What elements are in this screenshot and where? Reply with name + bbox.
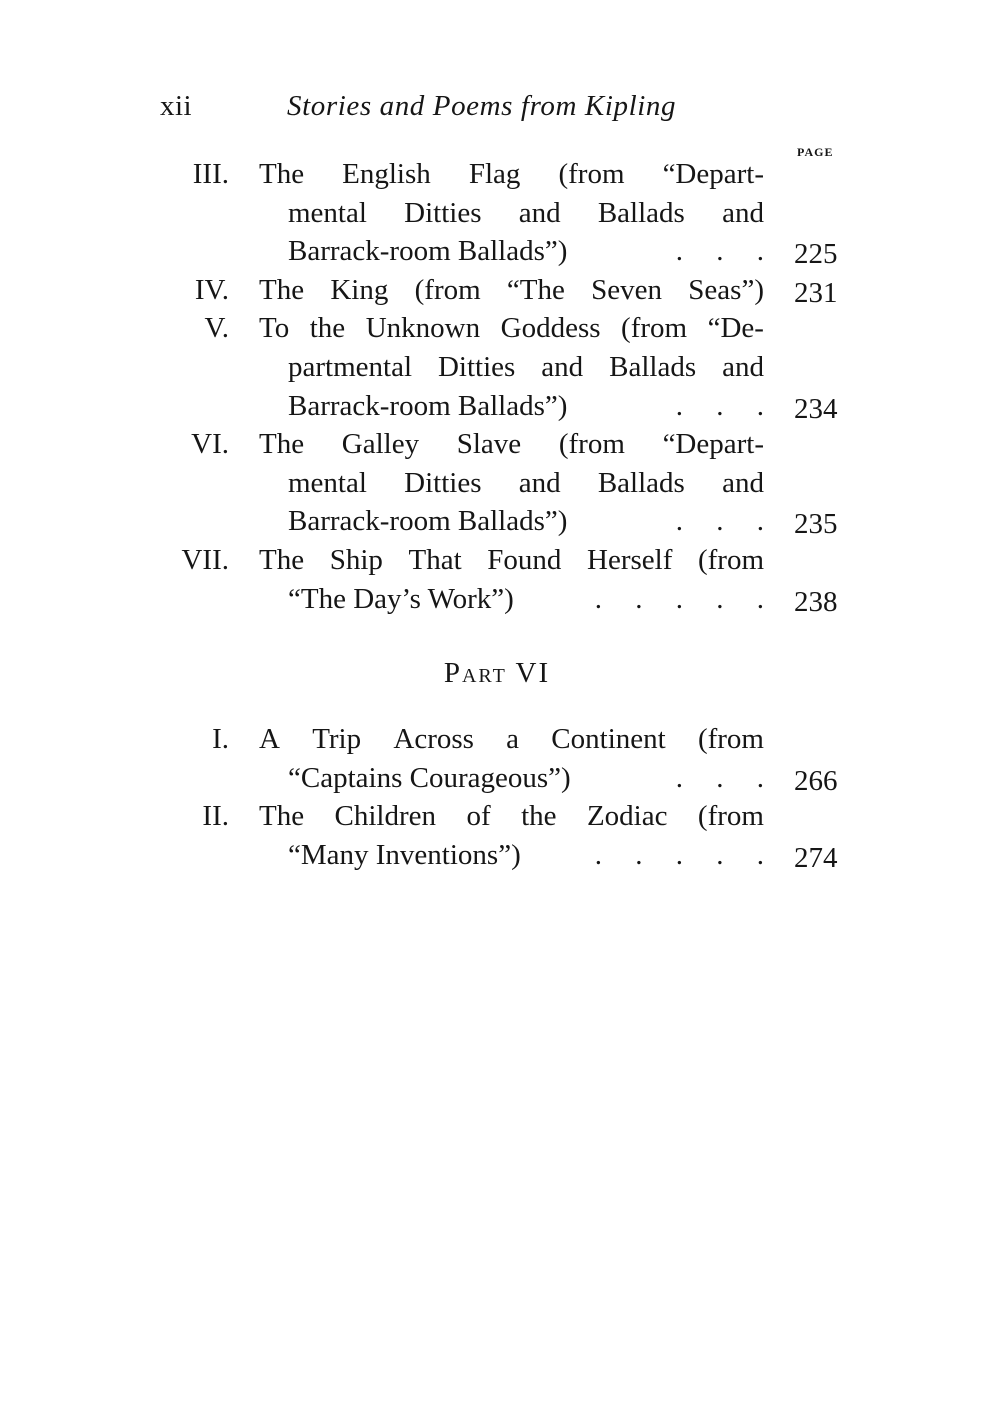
entry-last-line xyxy=(288,580,777,619)
entry-word: “De- xyxy=(707,312,764,345)
entry-word: Ballads xyxy=(597,466,685,499)
entry-first-line xyxy=(259,155,764,194)
entry-page-number: 266 xyxy=(794,764,838,797)
entry-word: a xyxy=(506,723,520,755)
page-column-label: PAGE xyxy=(797,145,834,159)
entry-last-line xyxy=(288,836,777,875)
entry-last-line xyxy=(288,502,777,541)
entry-word: (from xyxy=(621,312,688,345)
entry-numeral: V. xyxy=(204,312,229,345)
entry-last-text: “Captains Courageous”) xyxy=(288,761,571,794)
entry-page-number: 274 xyxy=(794,841,838,874)
dot-leader: . . . xyxy=(675,235,777,268)
entry-word: and xyxy=(722,350,764,383)
part-heading-numeral: VI xyxy=(515,657,551,689)
entry-word: Ballads xyxy=(609,350,697,383)
entry-first-line xyxy=(259,425,764,464)
entry-word: The xyxy=(259,273,305,306)
entry-word: The xyxy=(259,158,305,190)
dot-leader: . . . xyxy=(675,761,777,794)
book-title: Stories and Poems from Kipling xyxy=(287,90,677,122)
entry-word: the xyxy=(521,800,557,833)
entry-word: (from xyxy=(558,428,625,461)
entry-page-number: 225 xyxy=(794,238,838,271)
entry-last-line xyxy=(288,387,777,426)
entry-word: (from xyxy=(697,800,764,833)
entry-word: Flag xyxy=(468,158,521,190)
entry-word: and xyxy=(722,466,764,499)
entry-continuation-line xyxy=(288,348,764,387)
entry-word: The xyxy=(259,428,305,461)
entry-word: (from xyxy=(558,158,625,190)
entry-word: and xyxy=(541,350,584,383)
entry-continuation-line xyxy=(288,464,764,503)
entry-last-text: Barrack-room Ballads”) xyxy=(288,505,568,538)
entry-page-number: 231 xyxy=(794,276,838,309)
part-heading-word: Part xyxy=(443,657,507,689)
entry-last-line xyxy=(288,232,777,271)
entry-numeral: II. xyxy=(202,800,229,833)
entry-page-number: 234 xyxy=(794,392,838,425)
entry-word: Ditties xyxy=(437,350,516,383)
entry-word: King xyxy=(330,273,389,306)
entry-last-line xyxy=(288,759,777,798)
entry-word: Galley xyxy=(341,428,420,461)
entry-numeral: VII. xyxy=(181,544,229,576)
entry-word: Goddess xyxy=(500,312,601,345)
entry-numeral: III. xyxy=(192,158,229,190)
entry-word: Ditties xyxy=(404,466,482,499)
entry-word: “Depart- xyxy=(662,428,764,461)
entry-word: A xyxy=(259,723,280,755)
entry-page-number: 238 xyxy=(794,585,838,618)
entry-first-line xyxy=(259,271,764,310)
entry-word: (from xyxy=(697,723,764,755)
entry-word: Children xyxy=(334,800,437,833)
entry-page-number: 235 xyxy=(794,508,838,541)
entry-word: the xyxy=(309,312,346,345)
dot-leader: . . . xyxy=(675,505,777,538)
entry-word: “The xyxy=(506,273,565,306)
entry-word: Ditties xyxy=(404,196,482,229)
entry-word: Ship xyxy=(329,544,383,576)
entry-word: Zodiac xyxy=(586,800,668,833)
entry-word: Seven xyxy=(591,273,663,306)
entry-last-text: Barrack-room Ballads”) xyxy=(288,235,568,268)
entry-word: The xyxy=(259,800,305,833)
entry-word: (from xyxy=(697,544,764,576)
entry-first-line xyxy=(259,541,764,580)
entry-word: Slave xyxy=(456,428,522,461)
entry-word: mental xyxy=(288,466,367,499)
entry-word: partmental xyxy=(288,350,413,383)
entry-word: English xyxy=(342,158,431,190)
folio-page-number: xii xyxy=(160,90,193,122)
entry-continuation-line xyxy=(288,194,764,233)
entry-numeral: VI. xyxy=(191,428,229,461)
entry-word: Ballads xyxy=(597,196,685,229)
dot-leader: . . . xyxy=(675,389,777,422)
entry-word: Across xyxy=(393,723,474,755)
entry-last-text: Barrack-room Ballads”) xyxy=(288,389,568,422)
entry-numeral: I. xyxy=(212,723,229,755)
entry-word: and xyxy=(722,196,764,229)
entry-word: Continent xyxy=(551,723,666,755)
entry-word: Found xyxy=(487,544,562,576)
entry-word: Seas”) xyxy=(688,273,764,306)
entry-word: (from xyxy=(414,273,481,306)
entry-last-text: “Many Inventions”) xyxy=(288,838,521,871)
running-head xyxy=(160,88,760,128)
entry-word: The xyxy=(259,544,305,576)
entry-word: of xyxy=(466,800,491,833)
entry-word: Unknown xyxy=(365,312,481,345)
entry-word: Trip xyxy=(312,723,362,755)
entry-numeral: IV. xyxy=(194,273,229,306)
entry-word: Herself xyxy=(587,544,673,576)
entry-word: and xyxy=(518,196,561,229)
dot-leader: . . . . . xyxy=(594,582,777,615)
entry-word: That xyxy=(408,544,462,576)
entry-word: and xyxy=(518,466,561,499)
entry-word: To xyxy=(259,312,290,345)
entry-last-text: “The Day’s Work”) xyxy=(288,582,514,615)
entry-first-line xyxy=(259,309,764,348)
entry-word: mental xyxy=(288,196,367,229)
dot-leader: . . . . . xyxy=(594,838,777,871)
entry-first-line xyxy=(259,720,764,759)
entry-first-line xyxy=(259,797,764,836)
part-heading xyxy=(0,657,1000,690)
entry-word: “Depart- xyxy=(662,158,764,190)
